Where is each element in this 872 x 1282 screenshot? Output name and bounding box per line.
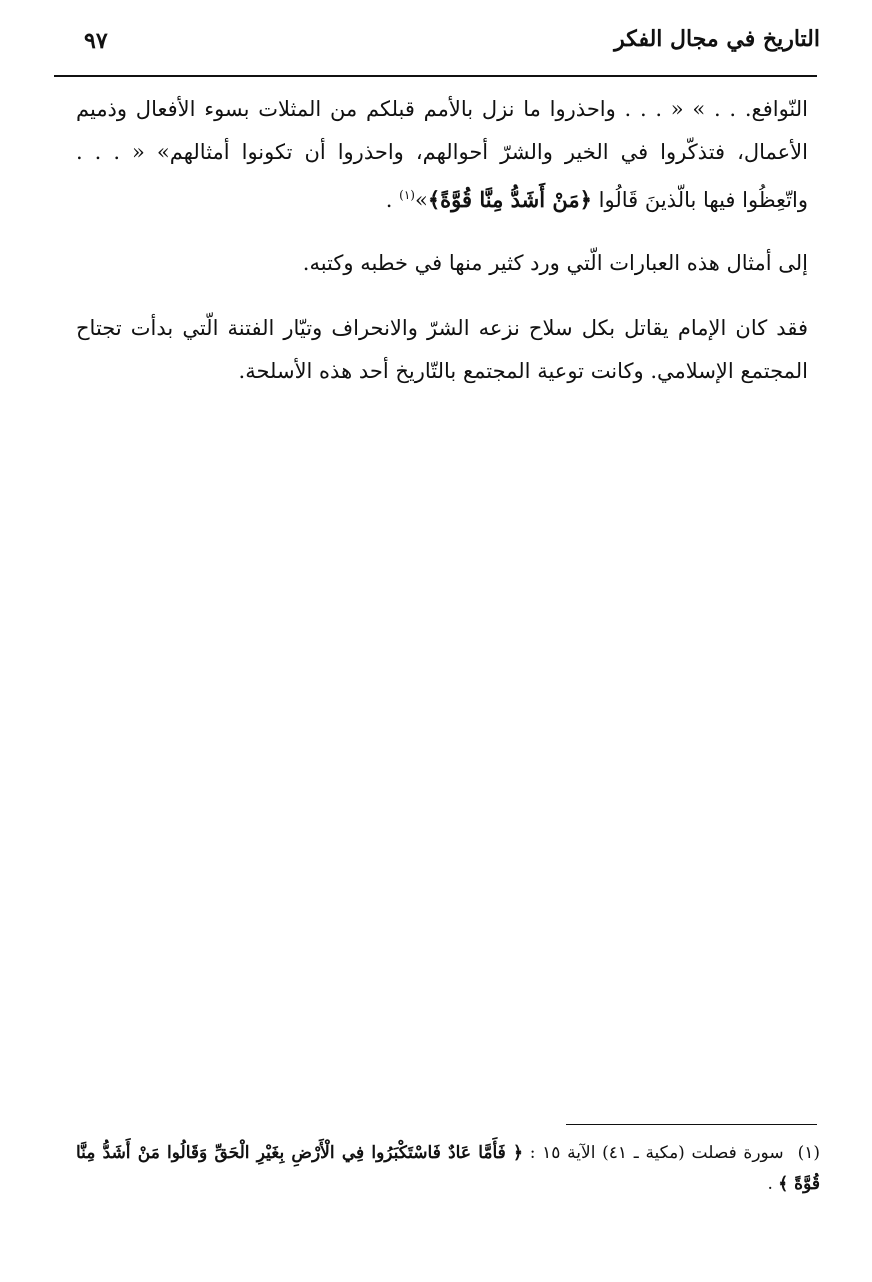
paragraph-1-text: النّوافع. . . » « . . . واحذروا ما نزل بالأمم قبلكم من المثلات بسوء الأفعال وذميم الأعمال، فتذكّروا في الخير والشرّ أحوالهم، واحذروا أن تكونوا أمثالهم» « . . . واتّعِظُوا فيها بالّذينَ قَالُوا xyxy=(76,97,808,212)
footnote-marker: (١) xyxy=(797,1143,820,1163)
closing-quote: » xyxy=(414,188,428,212)
footnote-end: . xyxy=(767,1174,779,1194)
paragraph-3: فقد كان الإمام يقاتل بكل سلاح نزعه الشرّ والانحراف وتيّار الفتنة الّتي بدأت تجتاح المجتمع الإسلامي. وكانت توعية المجتمع بالتّاريخ أحد هذه الأسلحة. xyxy=(76,316,808,383)
paragraph-2: إلى أمثال هذه العبارات الّتي ورد كثير منها في خطبه وكتبه. xyxy=(302,251,808,275)
footnote-reference: (١) xyxy=(399,188,415,202)
paragraph-1 xyxy=(76,88,808,222)
footnote xyxy=(76,1138,820,1200)
footnote-verse: ﴿ فَأَمَّا عَادٌ فَاسْتَكْبَرُوا فِي الْأَرْضِ بِغَيْرِ الْحَقِّ وَقَالُوا مَنْ أَشَدُّ مِنَّا قُوَّةً ﴾ xyxy=(76,1143,820,1194)
header-rule xyxy=(54,75,817,77)
footnote-rule xyxy=(566,1124,817,1125)
page-number: ٩٧ xyxy=(84,28,108,54)
footnote-source: سورة فصلت (مكية ـ ٤١) الآية ١٥ : xyxy=(529,1143,784,1163)
quran-quote: ﴿مَنْ أَشَدُّ مِنَّا قُوَّةً﴾ xyxy=(427,187,592,212)
paragraph-1-end: . xyxy=(385,188,400,212)
main-text xyxy=(76,88,808,393)
running-header-title: التاريخ في مجال الفكر xyxy=(614,26,820,52)
